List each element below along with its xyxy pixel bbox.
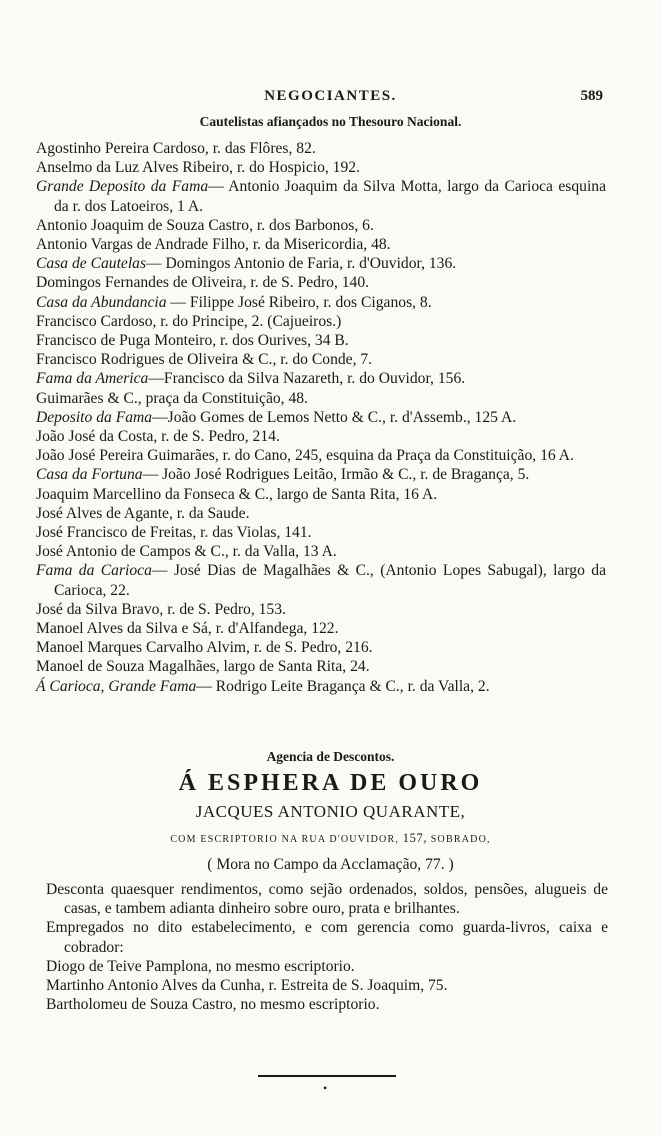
merchant-entry [36, 427, 606, 446]
merchant-entry [36, 638, 606, 657]
merchant-entry [36, 273, 606, 292]
agency-paragraph: Martinho Antonio Alves da Cunha, r. Estreita de S. Joaquim, 75. [46, 977, 448, 995]
merchant-entry [36, 600, 606, 619]
agency-name: Á ESPHERA DE OURO [178, 770, 483, 796]
merchant-entry [36, 254, 606, 273]
agency-address-floor: SOBRADO, [430, 834, 491, 845]
entry-text: Agostinho Pereira Cardoso, r. das Flôres, 82. [36, 140, 316, 157]
agency-paragraph: Diogo de Teive Pamplona, no mesmo escriptorio. [46, 957, 355, 975]
entry-text: José Antonio de Campos & C., r. da Valla, 13 A. [36, 543, 337, 561]
merchant-entry [36, 408, 606, 427]
merchant-entry [36, 139, 606, 158]
firm-name: Fama da Carioca [36, 562, 152, 580]
agency-address-number: 157, [399, 831, 431, 845]
entry-text: Anselmo da Luz Alves Ribeiro, r. do Hospicio, 192. [36, 159, 360, 177]
entry-text: Francisco Rodrigues de Oliveira & C., r. do Conde, 7. [36, 351, 373, 369]
entry-text: — Filippe José Ribeiro, r. dos Ciganos, 8. [166, 293, 432, 311]
entry-text: Antonio Joaquim de Souza Castro, r. dos Barbonos, 6. [36, 216, 374, 234]
entry-text: José da Silva Bravo, r. de S. Pedro, 153. [36, 600, 286, 618]
entry-text: Domingos Fernandes de Oliveira, r. de S. Pedro, 140. [36, 274, 370, 292]
agency-address [0, 831, 661, 846]
merchant-entry [36, 293, 606, 312]
agency-paragraph: Desconta quaesquer rendimentos, como sejão ordenados, soldos, pensões, alugueis de casas, e tambem adianta dinheiro sobre ouro, prata e brilhantes. [46, 881, 608, 918]
agency-section-label: Agencia de Descontos. [266, 749, 395, 764]
merchant-entry [36, 158, 606, 177]
firm-name: Á Carioca, Grande Fama [36, 677, 197, 695]
entry-text: Francisco de Puga Monteiro, r. dos Ourives, 34 B. [36, 332, 349, 350]
merchant-entry [36, 369, 606, 388]
entry-text: João José da Costa, r. de S. Pedro, 214. [36, 428, 280, 446]
agency-description [46, 880, 608, 1014]
entry-text: — Antonio Joaquim da Silva Motta, largo da Carioca esquina da r. dos Latoeiros, 1 A. [54, 178, 606, 215]
entry-text: Manoel Marques Carvalho Alvim, r. de S. Pedro, 216. [36, 639, 373, 657]
entry-text: Manoel de Souza Magalhães, largo de Santa Rita, 24. [36, 658, 370, 676]
merchant-entry [36, 619, 606, 638]
merchant-entry [36, 465, 606, 484]
merchant-entry [36, 216, 606, 235]
merchant-list [36, 139, 606, 696]
merchant-entry [36, 485, 606, 504]
firm-name: Fama da America [36, 370, 149, 388]
merchant-entry [36, 542, 606, 561]
merchant-entry [36, 389, 606, 408]
entry-text: — Rodrigo Leite Bragança & C., r. da Valla, 2. [196, 677, 490, 695]
merchant-entry [36, 561, 606, 599]
merchant-entry [36, 177, 606, 215]
agency-paragraph: Bartholomeu de Souza Castro, no mesmo escriptorio. [46, 996, 380, 1014]
firm-name: Casa da Abundancia [36, 293, 167, 311]
entry-text: Manoel Alves da Silva e Sá, r. d'Alfandega, 122. [36, 620, 339, 638]
entry-text: — Domingos Antonio de Faria, r. d'Ouvidor, 136. [146, 255, 457, 273]
merchant-entry [36, 657, 606, 676]
entry-text: José Alves de Agante, r. da Saude. [36, 504, 250, 522]
firm-name: Casa de Cautelas [36, 255, 147, 273]
agency-address-street: COM ESCRIPTORIO NA RUA D'OUVIDOR, [170, 834, 400, 845]
footer-mark: • [323, 1081, 328, 1095]
footer-rule [258, 1075, 396, 1077]
entry-text: — José Dias de Magalhães & C., (Antonio Lopes Sabugal), largo da Carioca, 22. [54, 562, 606, 599]
page-title: NEGOCIANTES. [264, 88, 397, 104]
entry-text: — João José Rodrigues Leitão, Irmão & C., r. de Bragança, 5. [142, 466, 530, 484]
firm-name: Deposito da Fama [36, 408, 153, 426]
firm-name: Grande Deposito da Fama [36, 178, 209, 196]
agency-paragraph: Empregados no dito estabelecimento, e com gerencia como guarda-livros, caixa e cobrador: [46, 919, 608, 956]
entry-text: Joaquim Marcellino da Fonseca & C., largo de Santa Rita, 16 A. [36, 485, 438, 503]
entry-text: —Francisco da Silva Nazareth, r. do Ouvidor, 156. [148, 370, 466, 388]
entry-text: José Francisco de Freitas, r. das Violas, 141. [36, 524, 312, 542]
merchant-entry [36, 504, 606, 523]
section-subtitle: Cautelistas afiançados no Thesouro Nacional. [199, 114, 462, 129]
merchant-entry [36, 350, 606, 369]
entry-text: —João Gomes de Lemos Netto & C., r. d'Assemb., 125 A. [152, 408, 517, 426]
agency-residence: ( Mora no Campo da Acclamação, 77. ) [207, 856, 454, 873]
merchant-entry [36, 235, 606, 254]
entry-text: João José Pereira Guimarães, r. do Cano, 245, esquina da Praça da Constituição, 16 A. [36, 447, 574, 465]
merchant-entry [36, 523, 606, 542]
merchant-entry [36, 446, 606, 465]
page-header [0, 88, 661, 110]
page-number: 589 [580, 88, 603, 104]
entry-text: Francisco Cardoso, r. do Principe, 2. (Cajueiros.) [36, 312, 342, 330]
merchant-entry [36, 312, 606, 331]
firm-name: Casa da Fortuna [36, 466, 143, 484]
agency-proprietor: JACQUES ANTONIO QUARANTE, [195, 802, 466, 821]
merchant-entry [36, 331, 606, 350]
entry-text: Guimarães & C., praça da Constituição, 48. [36, 389, 308, 407]
merchant-entry [36, 677, 606, 696]
entry-text: Antonio Vargas de Andrade Filho, r. da Misericordia, 48. [36, 236, 391, 254]
